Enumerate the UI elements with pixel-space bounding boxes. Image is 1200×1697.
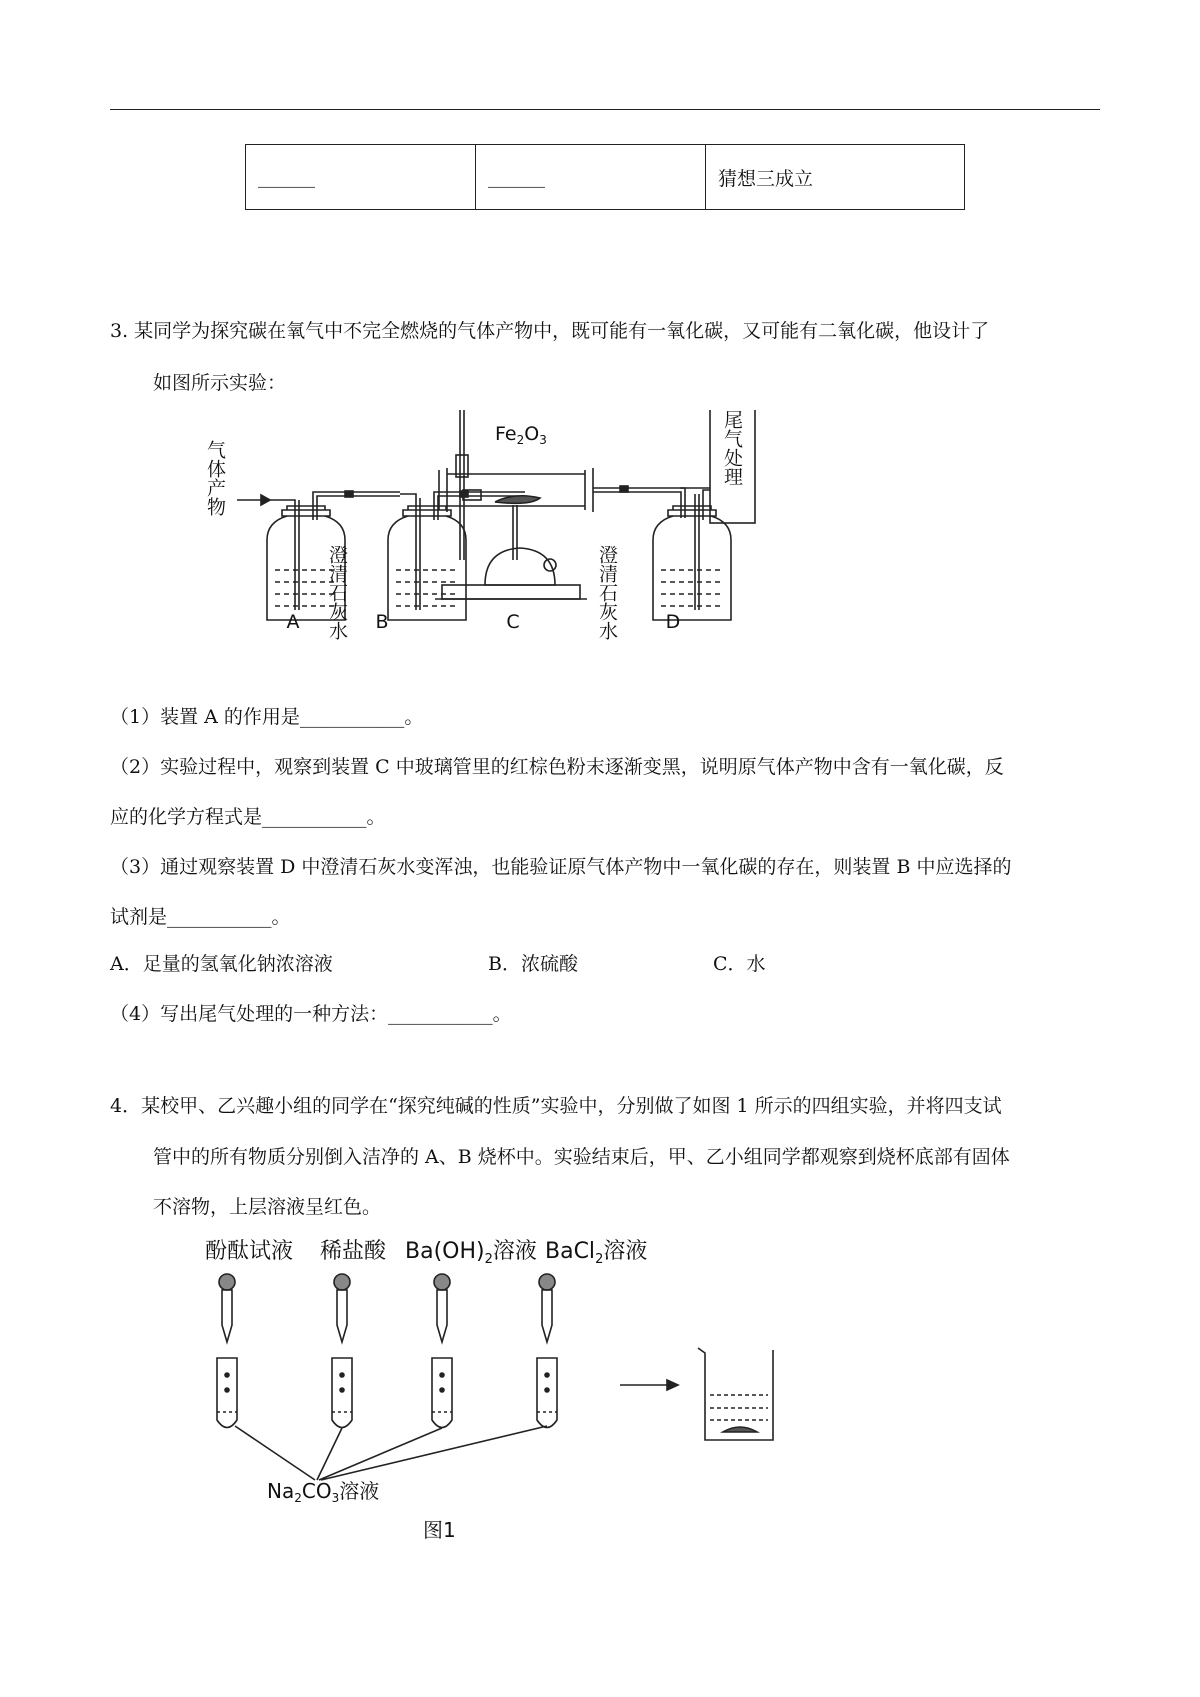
device-label-b: B (375, 611, 389, 633)
bottle-d (653, 490, 731, 620)
device-label-c: C (506, 611, 520, 633)
q3-apparatus-figure (195, 410, 845, 695)
header-rule (110, 109, 1100, 110)
q3-option-b: B．浓硫酸 (488, 953, 578, 975)
q4-stem: 4．某校甲、乙兴趣小组的同学在“探究纯碱的性质”实验中，分别做了如图 1 所示的四组实验，并将四支试 (110, 1095, 1002, 1117)
q4-test-tube-figure (195, 1230, 835, 1550)
q3-option-c: C．水 (713, 953, 766, 975)
na2co3-label: $Na_2CO_3$溶液 (267, 1479, 380, 1505)
result-table (245, 144, 965, 210)
test-tube-set-4 (537, 1274, 557, 1428)
q4-stem-cont1: 管中的所有物质分别倒入洁净的 A、B 烧杯中。实验结束后，甲、乙小组同学都观察到烧杯底部有固体 (153, 1146, 1010, 1168)
device-label-a: A (286, 611, 300, 633)
reagent-label-1: 酚酞试液 (205, 1239, 294, 1264)
beaker (698, 1348, 773, 1440)
q4-stem-cont2: 不溶物，上层溶液呈红色。 (153, 1196, 382, 1218)
test-tube-set-2 (332, 1274, 352, 1428)
table-cell: ______ (476, 145, 706, 210)
gas-label: 气体产物 (204, 440, 226, 516)
reagent-label-2: 稀盐酸 (320, 1239, 387, 1264)
fe2o3-label: $Fe_2O_3$ (495, 423, 547, 447)
table-row (246, 145, 965, 210)
table-cell: ______ (246, 145, 476, 210)
tail-gas-label: 尾气处理 (721, 410, 743, 486)
q3-sub2: （2）实验过程中，观察到装置 C 中玻璃管里的红棕色粉末逐渐变黑，说明原气体产物中含有一氧化碳，反 (110, 756, 1004, 778)
reagent-label-3: $Ba(OH)_2$溶液 (405, 1239, 537, 1267)
table-cell: 猜想三成立 (706, 145, 965, 210)
q3-sub2-cont: 应的化学方程式是___________。 (110, 806, 386, 828)
q3-stem-cont: 如图所示实验： (153, 372, 287, 394)
test-tube-set-1 (217, 1274, 237, 1428)
q3-sub3-cont: 试剂是___________。 (110, 906, 291, 928)
limewater-label-b: 澄清石灰水 (326, 545, 348, 640)
figure-caption: 图1 (423, 1518, 456, 1542)
q3-sub3: （3）通过观察装置 D 中澄清石灰水变浑浊，也能验证原气体产物中一氧化碳的存在，则装置 B 中应选择的 (110, 856, 1012, 878)
device-label-d: D (665, 611, 681, 633)
q3-stem: 3. 某同学为探究碳在氧气中不完全燃烧的气体产物中，既可能有一氧化碳，又可能有二氧化碳，他设计了 (110, 320, 990, 342)
q3-sub4: （4）写出尾气处理的一种方法：___________。 (110, 1003, 512, 1025)
test-tube-set-3 (432, 1274, 452, 1428)
q3-option-a: A．足量的氢氧化钠浓溶液 (110, 953, 333, 975)
limewater-label-d: 澄清石灰水 (596, 545, 618, 640)
reagent-label-4: BaCl$_2$溶液 (545, 1239, 648, 1267)
q3-sub1: （1）装置 A 的作用是___________。 (110, 706, 424, 728)
